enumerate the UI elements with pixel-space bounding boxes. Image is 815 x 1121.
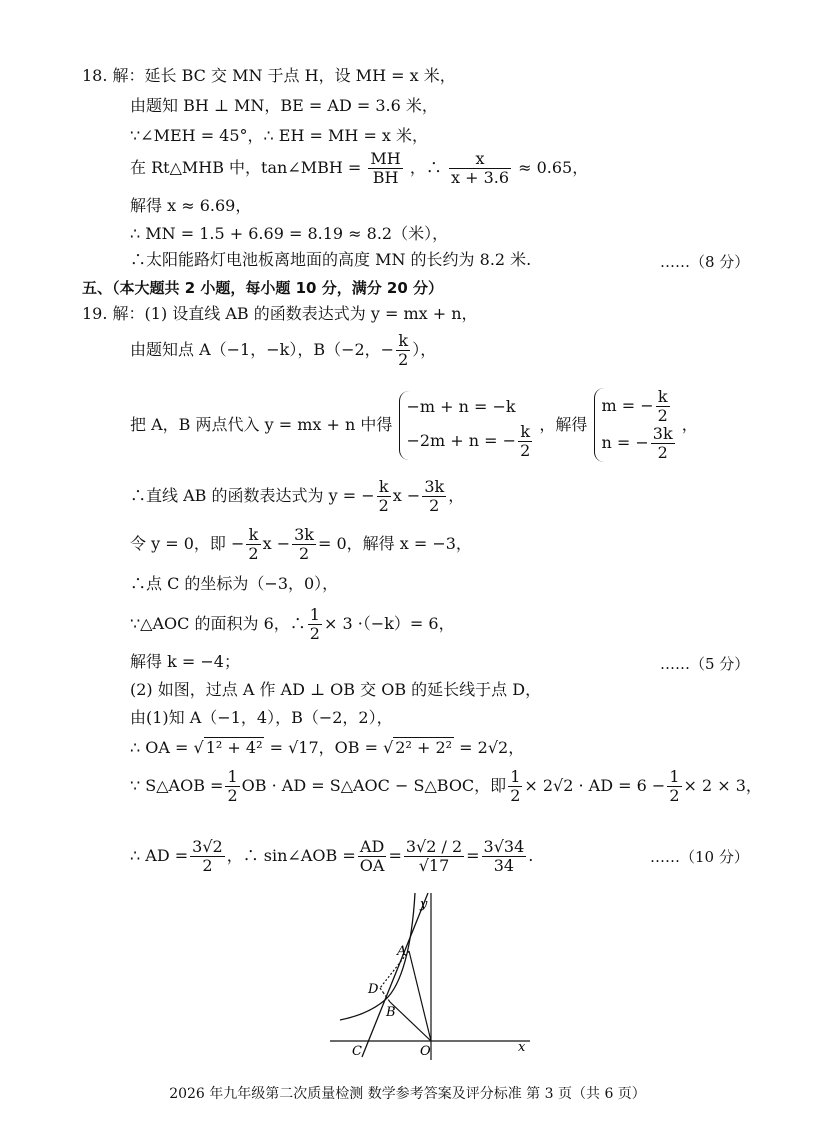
label-x: x	[518, 1040, 526, 1055]
page-footer: 2026 年九年级第二次质量检测 数学参考答案及评分标准 第 3 页（共 6 页）	[169, 1086, 646, 1102]
q18-line-1: 18. 解：延长 BC 交 MN 于点 H，设 MH = x 米，	[82, 66, 456, 85]
q19-line-7: ∵△AOC 的面积为 6，∴ $\frac{1}{2}$ × 3 ·（−k）= 6，	[130, 605, 455, 643]
q19-line-4: ∴直线 AB 的函数表达式为 y = − $\frac{k}{2}$ x − $\frac{3k}{2}$ ，	[130, 477, 465, 515]
q19-line-10: 由(1)知 A（−1，4），B（−2，2），	[130, 708, 393, 727]
q19-line-6: ∴点 C 的坐标为（−3，0），	[130, 574, 339, 593]
q19-line-9: (2) 如图，过点 A 作 AD ⊥ OB 交 OB 的延长线于点 D，	[130, 680, 542, 699]
q19-line-3: 把 A，B 两点代入 y = mx + n 中得 −m + n = −k −2m + n = − $\frac{k}{2}$ ，解得 m = − $\frac{k}{2}$ n = − $\frac{3k}{2}$ ，	[130, 387, 698, 462]
q19-line-12: ∵ S△AOB = $\frac{1}{2}$ OB · AD = S△AOC − S△BOC，即 $\frac{1}{2}$ × 2√2 · AD = 6 − $\frac{1}{2}$ × 2 × 3，	[130, 767, 762, 805]
q19-points-5: ……（5 分）	[660, 655, 750, 673]
geometry-figure	[330, 885, 540, 1060]
q19-line-1: 19. 解：(1) 设直线 AB 的函数表达式为 y = mx + n，	[82, 304, 478, 323]
q19-line-8: 解得 k = −4；	[130, 652, 240, 671]
q18-line-5: 解得 x ≈ 6.69，	[130, 196, 252, 215]
q18-line-6: ∴ MN = 1.5 + 6.69 = 8.19 ≈ 8.2（米），	[130, 224, 449, 243]
line-ab	[362, 893, 428, 1057]
label-a: A	[397, 944, 407, 959]
label-b: B	[386, 1005, 396, 1020]
equation-system-2: m = − $\frac{k}{2}$ n = − $\frac{3k}{2}$	[594, 388, 676, 462]
q18-points: ……（8 分）	[660, 253, 750, 271]
q19-line-2: 由题知点 A（−1，−k），B（−2，− $\frac{k}{2}$ ），	[130, 331, 437, 369]
segment-oa	[409, 951, 431, 1041]
q18-line-3: ∵∠MEH = 45°，∴ EH = MH = x 米，	[130, 126, 429, 145]
label-o: O	[420, 1044, 431, 1059]
label-d: D	[368, 982, 379, 997]
segment-ob	[390, 1002, 431, 1041]
label-c: C	[352, 1044, 362, 1059]
q19-line-11: ∴ OA = √ 1² + 4² = √17，OB = √ 2² + 2² = 2√2，	[130, 738, 525, 757]
fraction: $\frac{MH}{BH}$	[370, 149, 401, 187]
q19-line-13: ∴ AD = $\frac{3√2}{2}$ ，∴ sin∠AOB = $\frac{AD}{OA}$ = $\frac{3√2 / 2}{√17}$ = $\frac{3√34}{34}$ .	[130, 837, 534, 875]
q19-points-10: ……（10 分）	[650, 848, 749, 866]
label-y: y	[420, 897, 428, 912]
fraction: $\frac{x}{x + 3.6}$	[450, 149, 510, 187]
q18-line-7: ∴太阳能路灯电池板离地面的高度 MN 的长约为 8.2 米.	[130, 250, 532, 269]
section-heading: 五、（本大题共 2 小题，每小题 10 分，满分 20 分）	[82, 279, 444, 297]
q19-line-5: 令 y = 0，即 − $\frac{k}{2}$ x − $\frac{3k}{2}$ = 0，解得 x = −3，	[130, 525, 472, 563]
fraction: $\frac{k}{2}$	[398, 331, 409, 369]
equation-system-1: −m + n = −k −2m + n = − $\frac{k}{2}$	[399, 391, 534, 460]
q18-line-2: 由题知 BH ⊥ MN，BE = AD = 3.6 米，	[130, 96, 438, 115]
q18-line-4: 在 Rt△MHB 中，tan∠MBH = $\frac{MH}{BH}$ ，∴ $\frac{x}{x + 3.6}$ ≈ 0.65，	[130, 149, 589, 187]
